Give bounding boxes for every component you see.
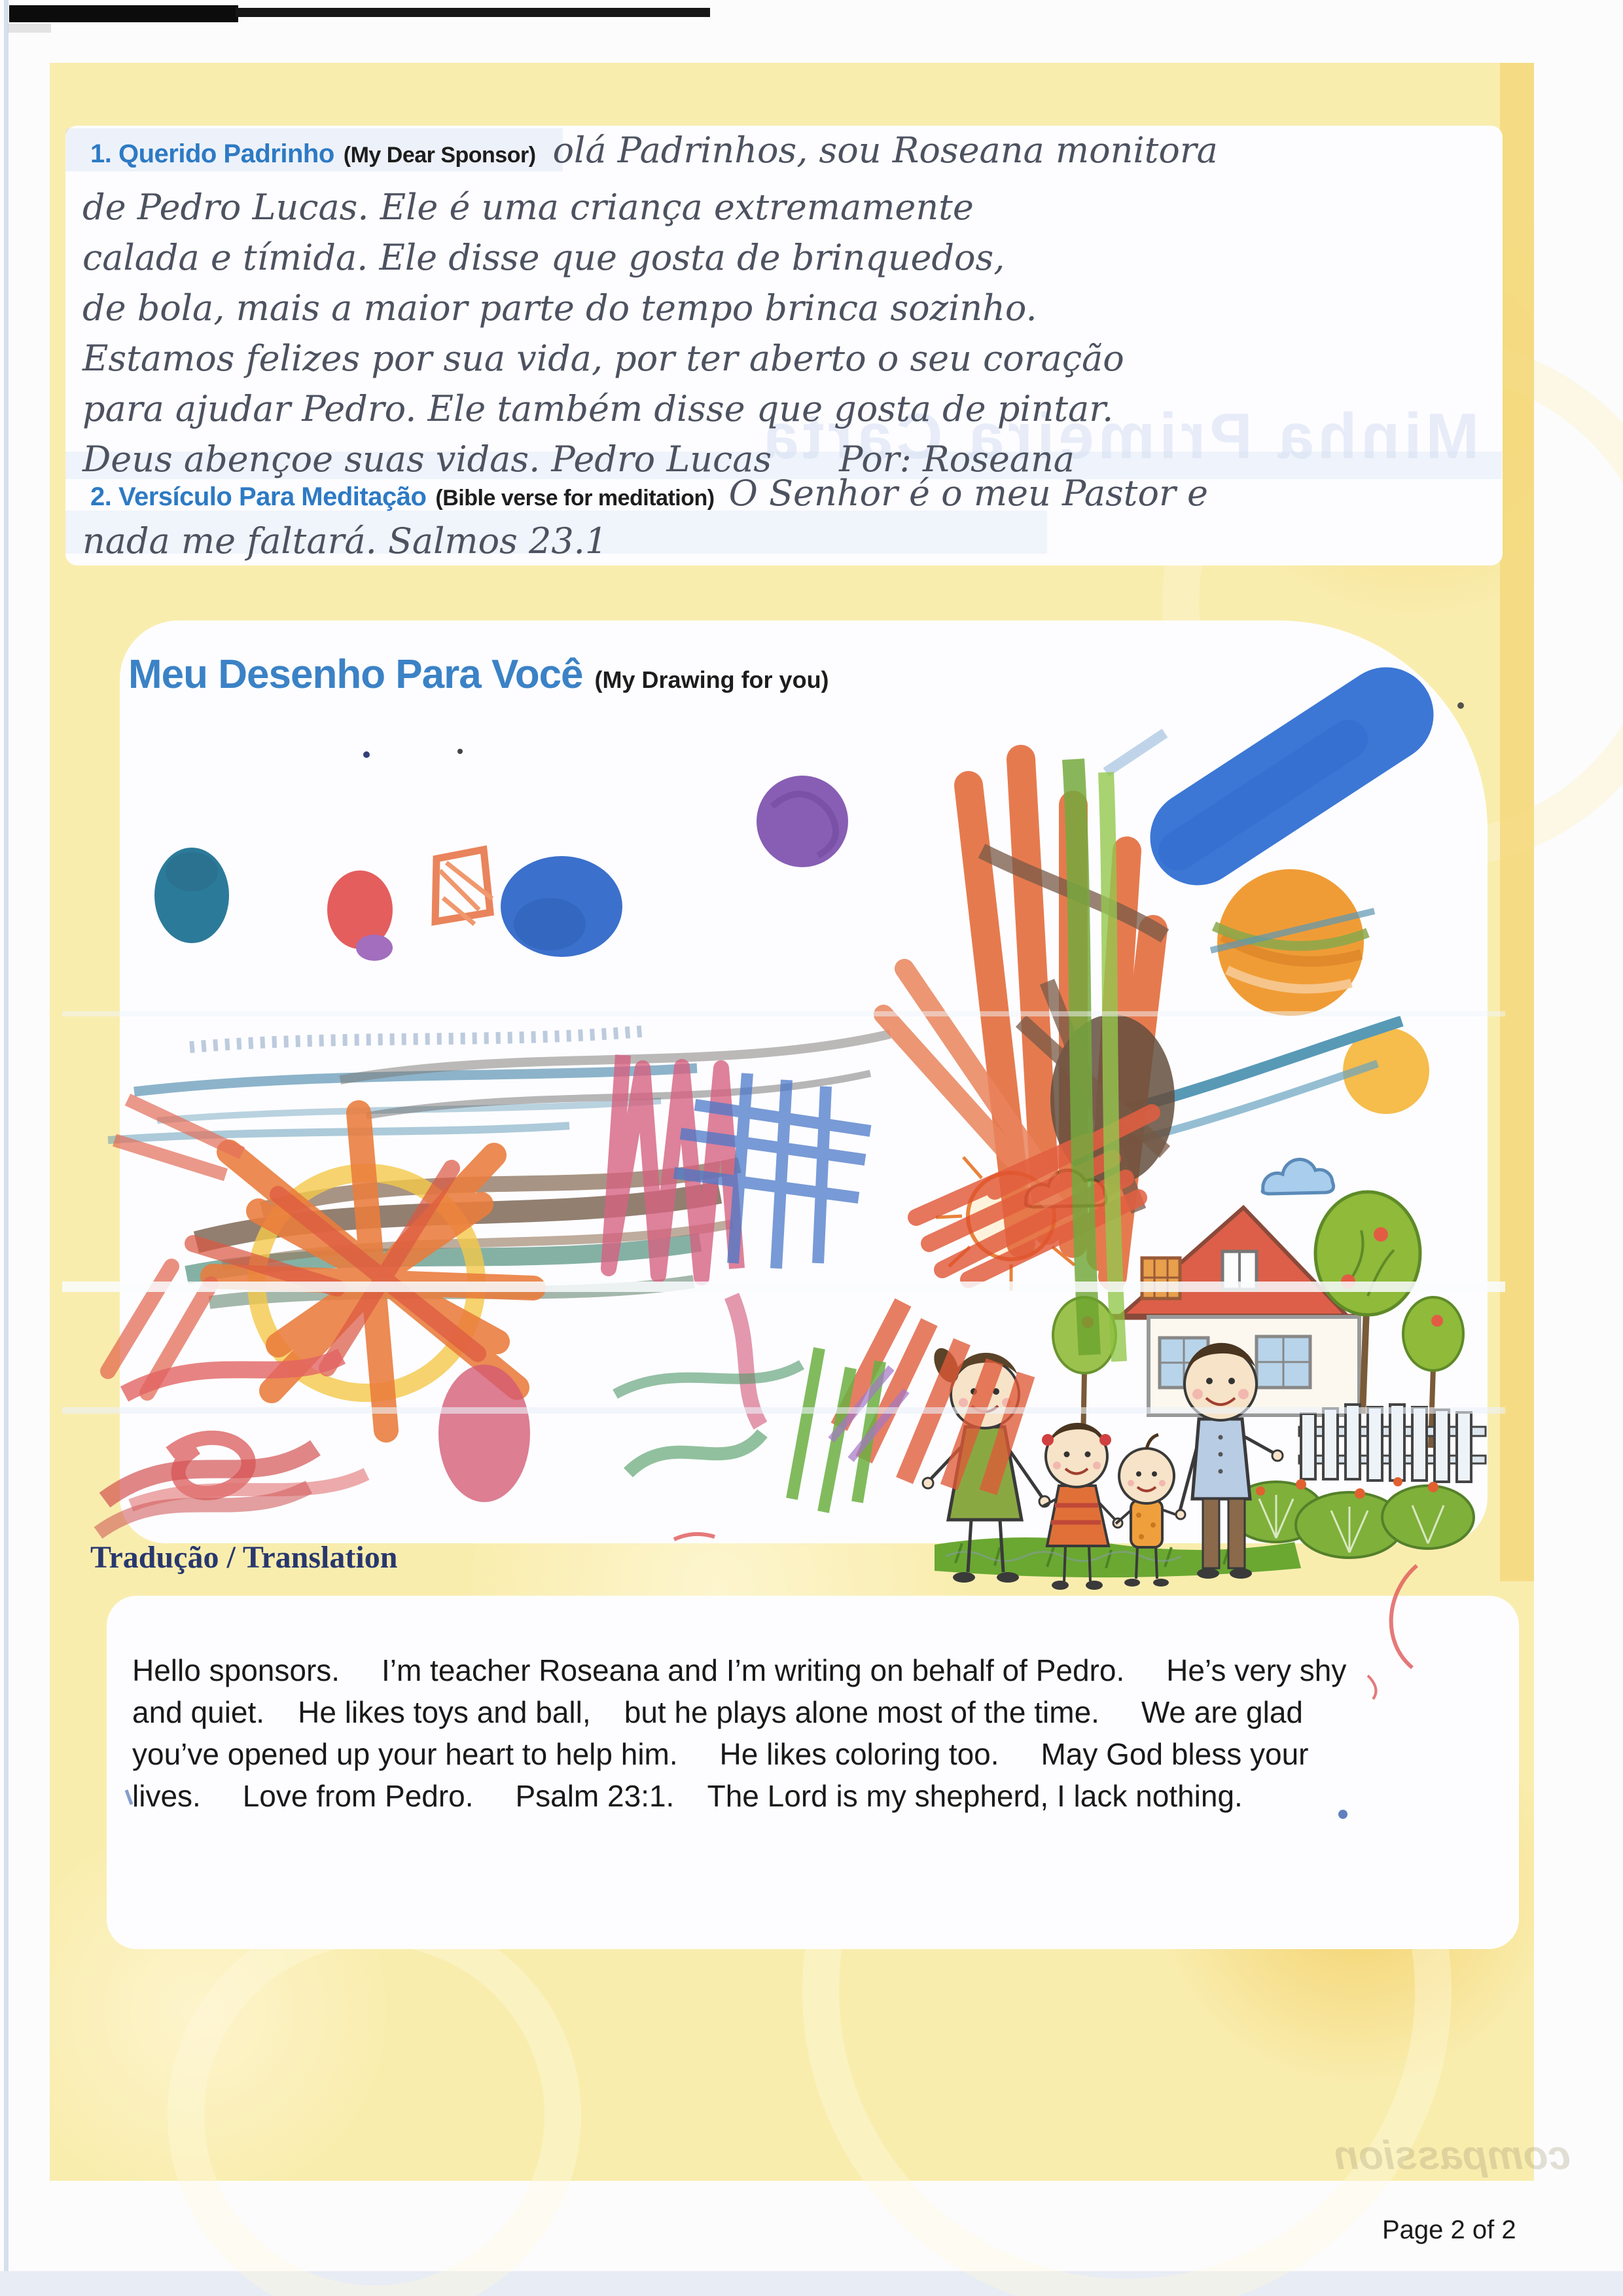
handwriting-line: calada e tímida. Ele disse que gosta de brinquedos, [82, 237, 1005, 278]
section-drawing-header [128, 651, 829, 698]
handwriting-line: para ajudar Pedro. Ele também disse que gosta de pintar. [82, 388, 1114, 429]
verse-label-en: (Bible verse for meditation) [435, 486, 715, 511]
translation-line: Hello sponsors. I’m teacher Roseana and I’m writing on behalf of Pedro. He’s very shy [132, 1653, 1347, 1687]
scan-artifact-line [236, 8, 710, 17]
translation-text [132, 1649, 1346, 1817]
scan-artifact-bar [9, 5, 238, 22]
scanner-streak [62, 1407, 1505, 1414]
handwriting-line: Estamos felizes por sua vida, por ter aberto o seu coração [82, 338, 1124, 379]
verse-label-pt: 2. Versículo Para Meditação [90, 482, 427, 511]
section-greeting-header [90, 130, 1218, 171]
handwriting-line: Deus abençoe suas vidas. Pedro Lucas Por: Roseana [82, 439, 1075, 480]
handwriting-greeting-body [82, 182, 1124, 484]
translation-line: lives. Love from Pedro. Psalm 23:1. The Lord is my shepherd, I lack nothing. [132, 1779, 1243, 1813]
scanner-streak [62, 1282, 1505, 1292]
handwriting-greeting-inline: olá Padrinhos, sou Roseana monitora [552, 130, 1218, 171]
handwriting-line: de Pedro Lucas. Ele é uma criança extremamente [82, 187, 974, 228]
page-number: Page 2 of 2 [1382, 2215, 1516, 2244]
translation-line: you’ve opened up your heart to help him. He likes coloring too. May God bless your [132, 1737, 1309, 1771]
ghost-compassion-logo: compassion [1334, 2133, 1571, 2178]
greeting-label-en: (My Dear Sponsor) [343, 143, 536, 168]
handwriting-verse-inline: O Senhor é o meu Pastor e [728, 473, 1208, 514]
drawing-title-en: (My Drawing for you) [594, 666, 829, 693]
greeting-label-pt: 1. Querido Padrinho [90, 139, 334, 168]
translation-line: and quiet. He likes toys and ball, but he plays alone most of the time. We are glad [132, 1695, 1304, 1729]
drawing-box [120, 620, 1488, 1543]
form-right-border [1500, 63, 1534, 1581]
scan-artifact-mark [8, 24, 51, 33]
translation-label: Tradução / Translation [90, 1540, 398, 1575]
scan-edge-line [4, 0, 9, 2296]
handwriting-line: de bola, mais a maior parte do tempo brinca sozinho. [82, 287, 1037, 329]
section-verse-header [90, 473, 1208, 514]
drawing-title-pt: Meu Desenho Para Você [128, 652, 583, 697]
handwriting-verse-line2: nada me faltará. Salmos 23.1 [82, 520, 608, 562]
scanner-streak [62, 1011, 1505, 1016]
background-swirl [168, 1909, 581, 2296]
